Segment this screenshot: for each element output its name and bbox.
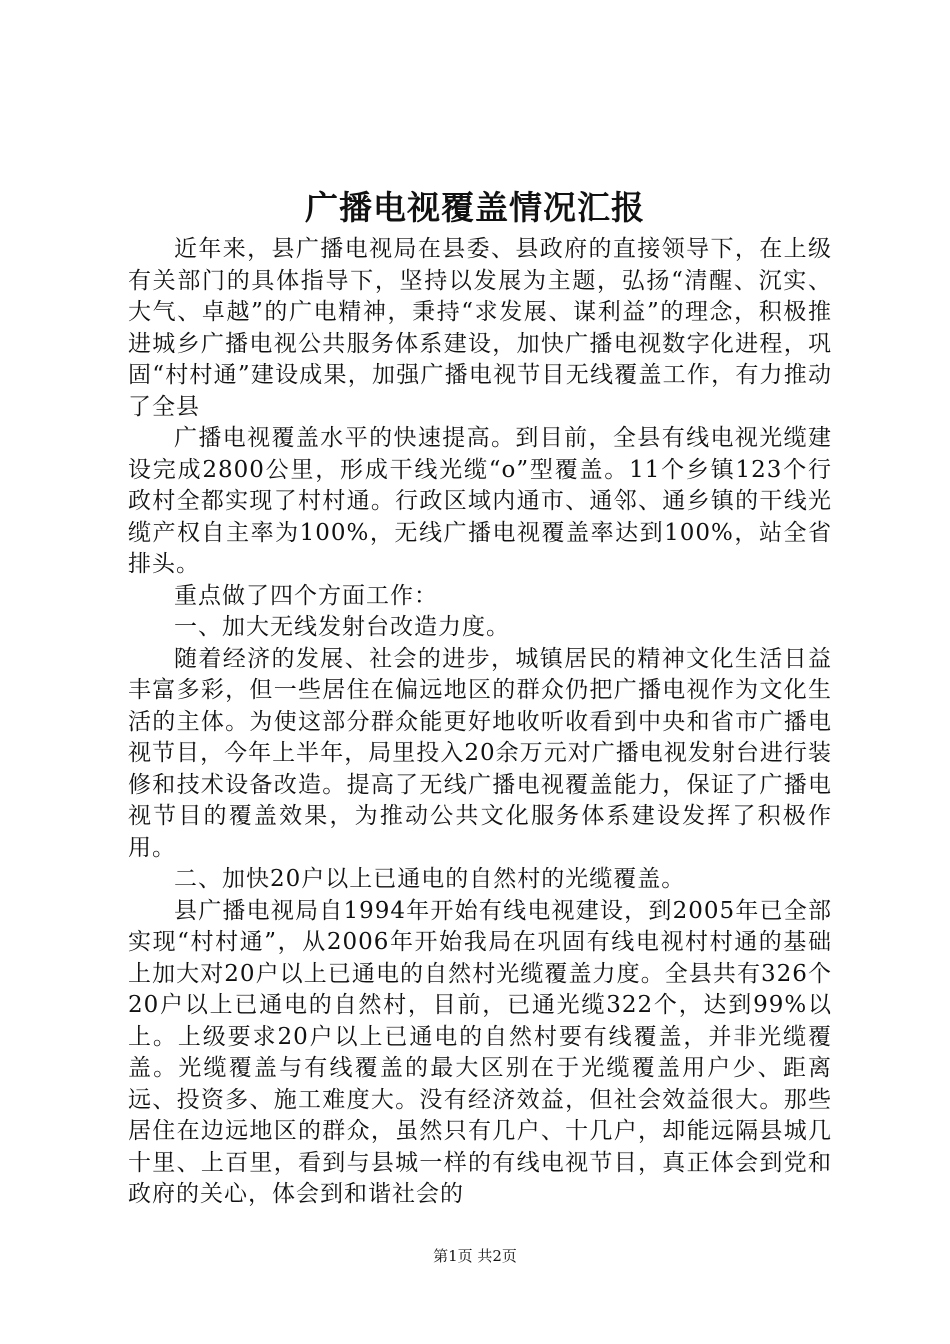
page-footer: 第1页 共2页 (433, 1247, 517, 1265)
paragraph-section-2: 县广播电视局自1994年开始有线电视建设，到2005年已全部实现“村村通”，从2006年开始我局在巩固有线电视村村通的基础上加大对20户以上已通电的自然村光缆覆盖力度。全县共有326个20户以上已通电的自然村，目前，已通光缆322个，达到99%以上。上级要求20户以上已通电的自然村要有线覆盖，并非光缆覆盖。光缆覆盖与有线覆盖的最大区别在于光缆覆盖用户少、距离远、投资多、施工难度大。没有经济效益，但社会效益很大。那些居住在边远地区的群众，虽然只有几户、十几户，却能远隔县城几十里、上百里，看到与县城一样的有线电视节目，真正体会到党和政府的关心，体会到和谐社会的 (128, 897, 832, 1207)
paragraph-intro: 近年来，县广播电视局在县委、县政府的直接领导下，在上级有关部门的具体指导下，坚持以发展为主题，弘扬“清醒、沉实、大气、卓越”的广电精神，秉持“求发展、谋利益”的理念，积极推进城乡广播电视公共服务体系建设，加快广播电视数字化进程，巩固“村村通”建设成果，加强广播电视节目无线覆盖工作，有力推动了全县 (128, 236, 832, 420)
document-body (128, 234, 832, 1211)
document-title: 广播电视覆盖情况汇报 (305, 188, 645, 227)
section-heading-1: 一、加大无线发射台改造力度。 (174, 614, 510, 640)
paragraph-coverage: 广播电视覆盖水平的快速提高。到目前，全县有线电视光缆建设完成2800公里，形成干线光缆“o”型覆盖。11个乡镇123个行政村全都实现了村村通。行政区域内通市、通邻、通乡镇的干线光缆产权自主率为100%，无线广播电视覆盖率达到100%，站全省排头。 (128, 425, 832, 577)
section-heading-2: 二、加快20户以上已通电的自然村的光缆覆盖。 (174, 866, 686, 892)
paragraph-focus-summary: 重点做了四个方面工作： (174, 582, 438, 609)
paragraph-section-1: 随着经济的发展、社会的进步，城镇居民的精神文化生活日益丰富多彩，但一些居住在偏远地区的群众仍把广播电视作为文化生活的主体。为使这部分群众能更好地收听收看到中央和省市广播电视节目，今年上半年，局里投入20余万元对广播电视发射台进行装修和技术设备改造。提高了无线广播电视覆盖能力，保证了广播电视节目的覆盖效果，为推动公共文化服务体系建设发挥了积极作用。 (128, 645, 832, 861)
